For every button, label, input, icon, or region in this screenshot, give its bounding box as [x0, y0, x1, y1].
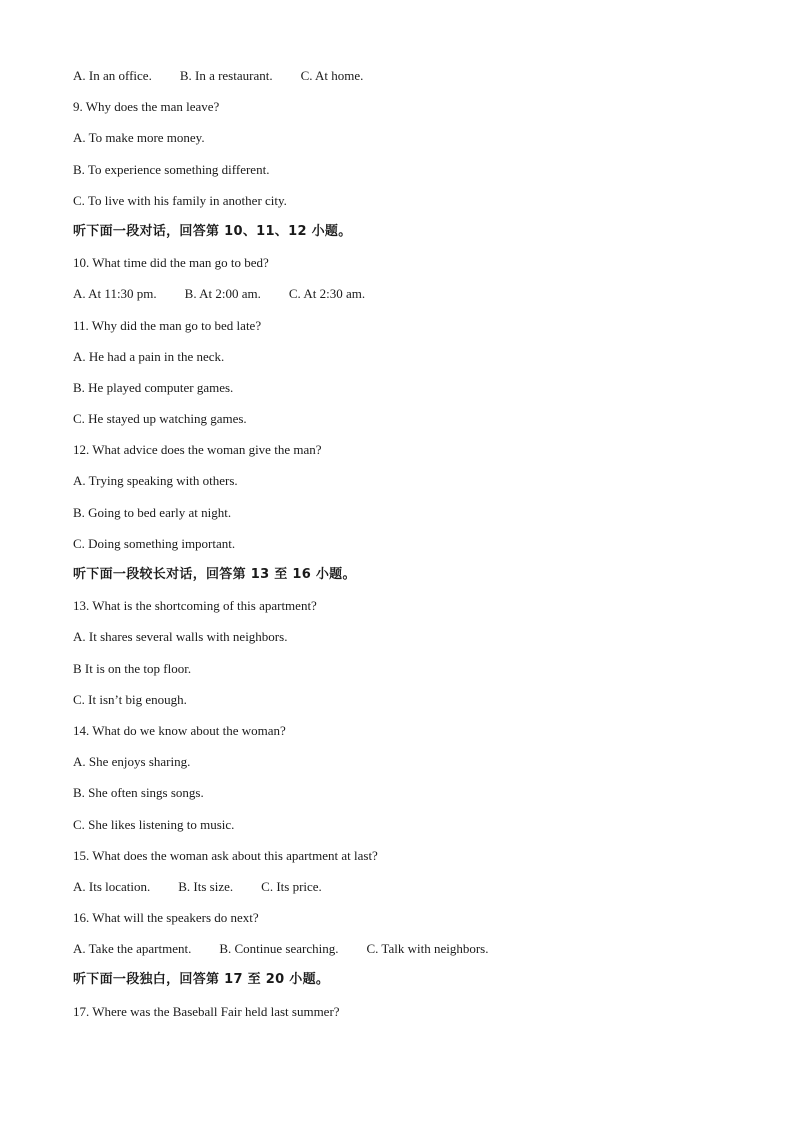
q15-question: 15. What does the woman ask about this apartment at last?	[73, 847, 378, 863]
q8-option-a: A. In an office.	[73, 68, 152, 83]
q15-options-row	[73, 877, 753, 908]
q12-option-b: B. Going to bed early at night.	[73, 504, 232, 520]
q10-question: 10. What time did the man go to bed?	[73, 255, 269, 271]
q14-option-b: B. She often sings songs.	[73, 785, 204, 801]
q12-option-c: C. Doing something important.	[73, 535, 236, 551]
section-heading-17-20: 听下面一段独白，回答第 17 至 20 小题。	[73, 972, 330, 988]
q15-option-a: A. Its location.	[73, 878, 151, 894]
q16-option-c: C. Talk with neighbors.	[366, 941, 489, 957]
q16-options-row	[73, 939, 753, 970]
q10-option-a: A. At 11:30 pm.	[73, 286, 157, 302]
q13-option-b: B It is on the top floor.	[73, 660, 192, 676]
q10-option-c: C. At 2:30 am.	[288, 286, 366, 302]
q11-option-c: C. He stayed up watching games.	[73, 411, 247, 427]
q13-option-a: A. It shares several walls with neighbors.	[73, 629, 288, 645]
q9-option-b: B. To experience something different.	[73, 161, 270, 177]
q10-options-row	[73, 284, 753, 315]
q9-option-c: C. To live with his family in another city.	[73, 192, 287, 208]
q11-option-b: B. He played computer games.	[73, 379, 234, 395]
q14-option-a: A. She enjoys sharing.	[73, 754, 191, 770]
q13-question: 13. What is the shortcoming of this apartment?	[73, 598, 317, 614]
q13-option-c: C. It isn’t big enough.	[73, 691, 187, 707]
section-heading-13-16: 听下面一段较长对话，回答第 13 至 16 小题。	[73, 567, 356, 582]
q8-options-row	[73, 66, 753, 97]
q16-option-b: B. Continue searching.	[219, 941, 339, 957]
q16-question: 16. What will the speakers do next?	[73, 910, 259, 926]
q15-option-c: C. Its price.	[261, 878, 322, 894]
q12-option-a: A. Trying speaking with others.	[73, 473, 238, 489]
q8-option-b: B. In a restaurant.	[179, 68, 273, 83]
q9-question: 9. Why does the man leave?	[73, 99, 220, 115]
q17-question: 17. Where was the Baseball Fair held last summer?	[73, 1003, 340, 1019]
q16-option-a: A. Take the apartment.	[73, 941, 192, 957]
q9-option-a: A. To make more money.	[73, 130, 205, 146]
q8-option-c: C. At home.	[300, 68, 364, 83]
q11-question: 11. Why did the man go to bed late?	[73, 317, 262, 333]
q14-question: 14. What do we know about the woman?	[73, 722, 286, 738]
q10-option-b: B. At 2:00 am.	[184, 286, 261, 302]
q11-option-a: A. He had a pain in the neck.	[73, 348, 225, 364]
q15-option-b: B. Its size.	[178, 878, 234, 894]
section-heading-10-12: 听下面一段对话，回答第 10、11、12 小题。	[73, 223, 352, 239]
q12-question: 12. What advice does the woman give the man?	[73, 442, 322, 458]
q14-option-c: C. She likes listening to music.	[73, 816, 235, 832]
exam-page	[73, 66, 753, 1033]
